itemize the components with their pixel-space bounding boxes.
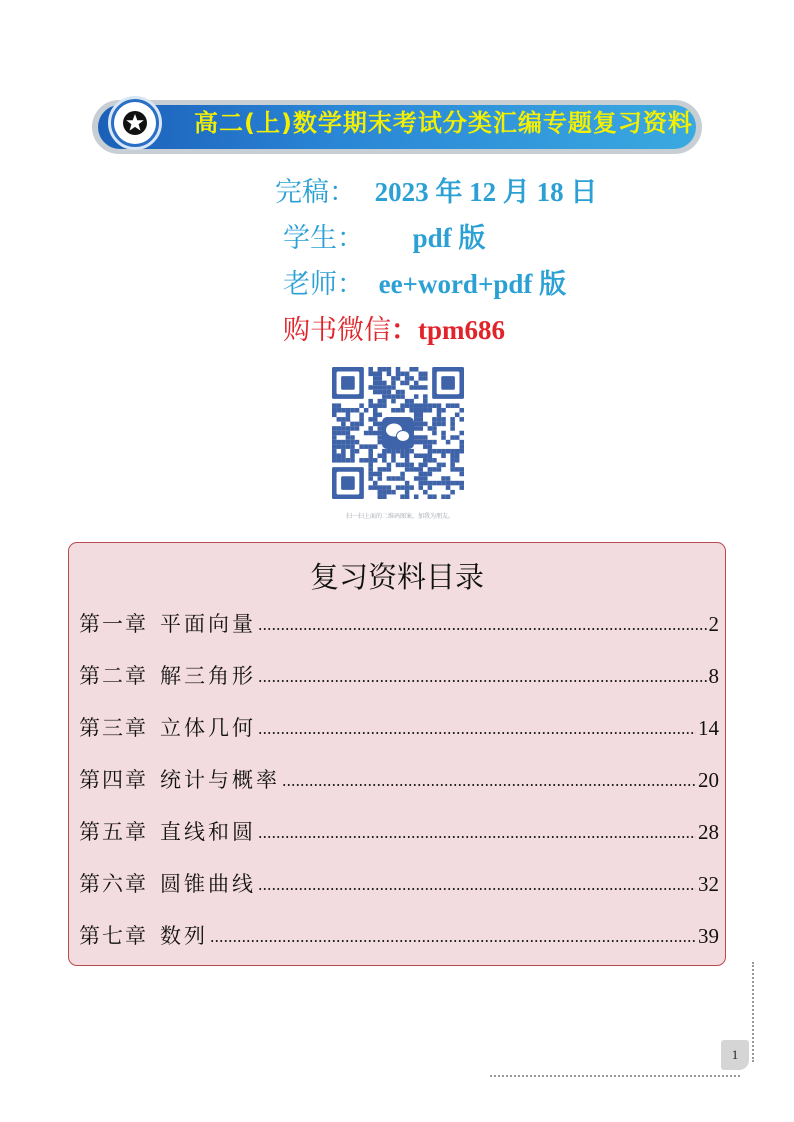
wechat-separator: ：: [391, 315, 418, 345]
toc-item[interactable]: [79, 608, 719, 638]
student-value: pdf 版: [412, 223, 486, 253]
toc-chapter-name: 数列: [160, 924, 208, 948]
qr-caption: 扫一扫上面的二维码图案，加我为朋友。: [345, 513, 454, 520]
table-of-contents: [68, 542, 726, 966]
toc-page-number: 28: [698, 820, 719, 844]
toc-leader-dots: [258, 887, 696, 891]
toc-chapter-name: 立体几何: [160, 716, 256, 740]
wechat-label: 购书微信: [283, 315, 391, 346]
toc-page-number: 32: [698, 872, 719, 896]
toc-chapter-name: 统计与概率: [160, 768, 280, 792]
toc-page-number: 14: [698, 716, 719, 740]
toc-page-number: 2: [708, 612, 719, 636]
toc-chapter: 第六章: [79, 872, 148, 896]
toc-page-number: 20: [698, 768, 719, 792]
wechat-qr-code-icon: [332, 367, 464, 499]
student-line: [283, 216, 485, 255]
toc-leader-dots: [210, 939, 696, 943]
star-badge-icon: [114, 102, 156, 144]
teacher-line: [283, 262, 566, 301]
toc-item[interactable]: [79, 764, 719, 794]
toc-leader-dots: [282, 783, 696, 787]
toc-page-number: 8: [708, 664, 719, 688]
title-banner: [92, 100, 702, 154]
wechat-value: tpm686: [418, 315, 505, 345]
wechat-line: [283, 308, 505, 347]
page-number: 1: [721, 1040, 749, 1070]
finish-date-line: [275, 170, 597, 209]
student-label: 学生：: [283, 223, 364, 254]
document-title: 高二(上)数学期末考试分类汇编专题复习资料: [194, 109, 693, 137]
toc-item[interactable]: [79, 868, 719, 898]
toc-leader-dots: [258, 835, 696, 839]
toc-chapter: 第七章: [79, 924, 148, 948]
toc-chapter: 第二章: [79, 664, 148, 688]
toc-chapter: 第五章: [79, 820, 148, 844]
toc-chapter-name: 圆锥曲线: [160, 872, 256, 896]
toc-leader-dots: [258, 679, 707, 683]
toc-item[interactable]: [79, 712, 719, 742]
toc-chapter: 第四章: [79, 768, 148, 792]
toc-leader-dots: [258, 627, 707, 631]
teacher-value: ee+word+pdf 版: [378, 269, 567, 299]
toc-chapter: 第三章: [79, 716, 148, 740]
toc-item[interactable]: [79, 920, 719, 950]
teacher-label: 老师：: [283, 269, 364, 300]
toc-page-number: 39: [698, 924, 719, 948]
page-bottom-border: [490, 1075, 740, 1077]
toc-chapter-name: 直线和圆: [160, 820, 256, 844]
finish-value: 2023 年 12 月 18 日: [374, 177, 598, 207]
toc-leader-dots: [258, 731, 696, 735]
toc-chapter: 第一章: [79, 612, 148, 636]
toc-item[interactable]: [79, 660, 719, 690]
toc-chapter-name: 解三角形: [160, 664, 256, 688]
page-corner-border: [752, 962, 754, 1062]
toc-item[interactable]: [79, 816, 719, 846]
toc-chapter-name: 平面向量: [160, 612, 256, 636]
toc-title: 复习资料目录: [309, 560, 484, 594]
finish-label: 完稿：: [275, 177, 356, 208]
